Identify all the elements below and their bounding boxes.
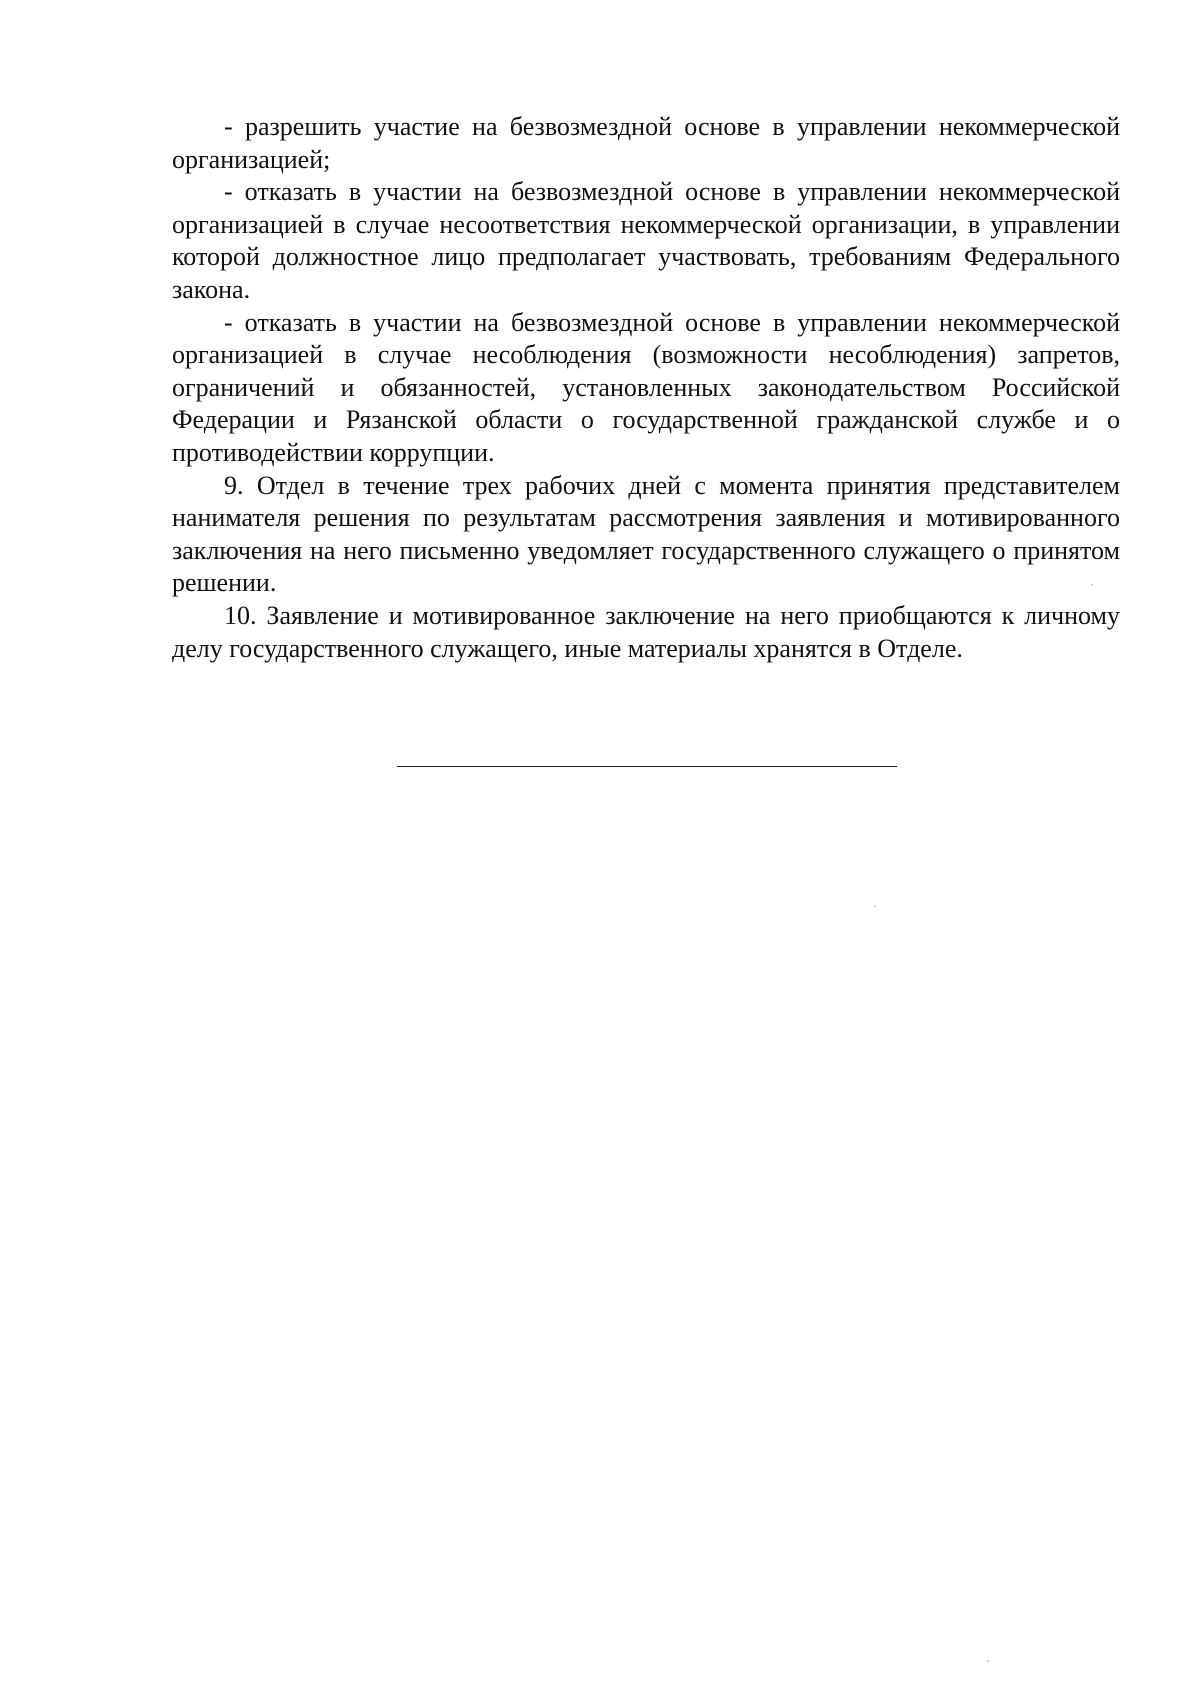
paragraph-refuse-noncompliance: - отказать в участии на безвозмездной основе в управлении некоммерческой организацией в случае несоблюдения (возможности несоблюдения) запретов, ограничений и обязанностей, установленных законодательством Российской Федерации и Рязанской области о государственной гражданской службе и о противодействии коррупции. (172, 307, 1120, 467)
paragraph-permit-participation: - разрешить участие на безвозмездной основе в управлении некоммерческой организацией; (172, 112, 1120, 174)
paragraph-refuse-nonconformity: - отказать в участии на безвозмездной основе в управлении некоммерческой организацией в случае несоответствия некоммерческой организации, в управлении которой должностное лицо предполагает участвовать, требованиям Федерального закона. (172, 177, 1120, 304)
scan-speck (987, 1660, 989, 1662)
document-body (172, 111, 1120, 665)
paragraph-item-9: 9. Отдел в течение трех рабочих дней с момента принятия представителем нанимателя решения по результатам рассмотрения заявления и мотивированного заключения на него письменно уведомляет государственного служащего о принятом решении. (172, 470, 1120, 598)
end-of-document-line (397, 766, 897, 767)
scan-speck (1091, 584, 1093, 586)
scan-speck (874, 905, 876, 907)
paragraph-item-10: 10. Заявление и мотивированное заключение на него приобщаются к личному делу государственного служащего, иные материалы хранятся в Отделе. (172, 600, 1120, 663)
